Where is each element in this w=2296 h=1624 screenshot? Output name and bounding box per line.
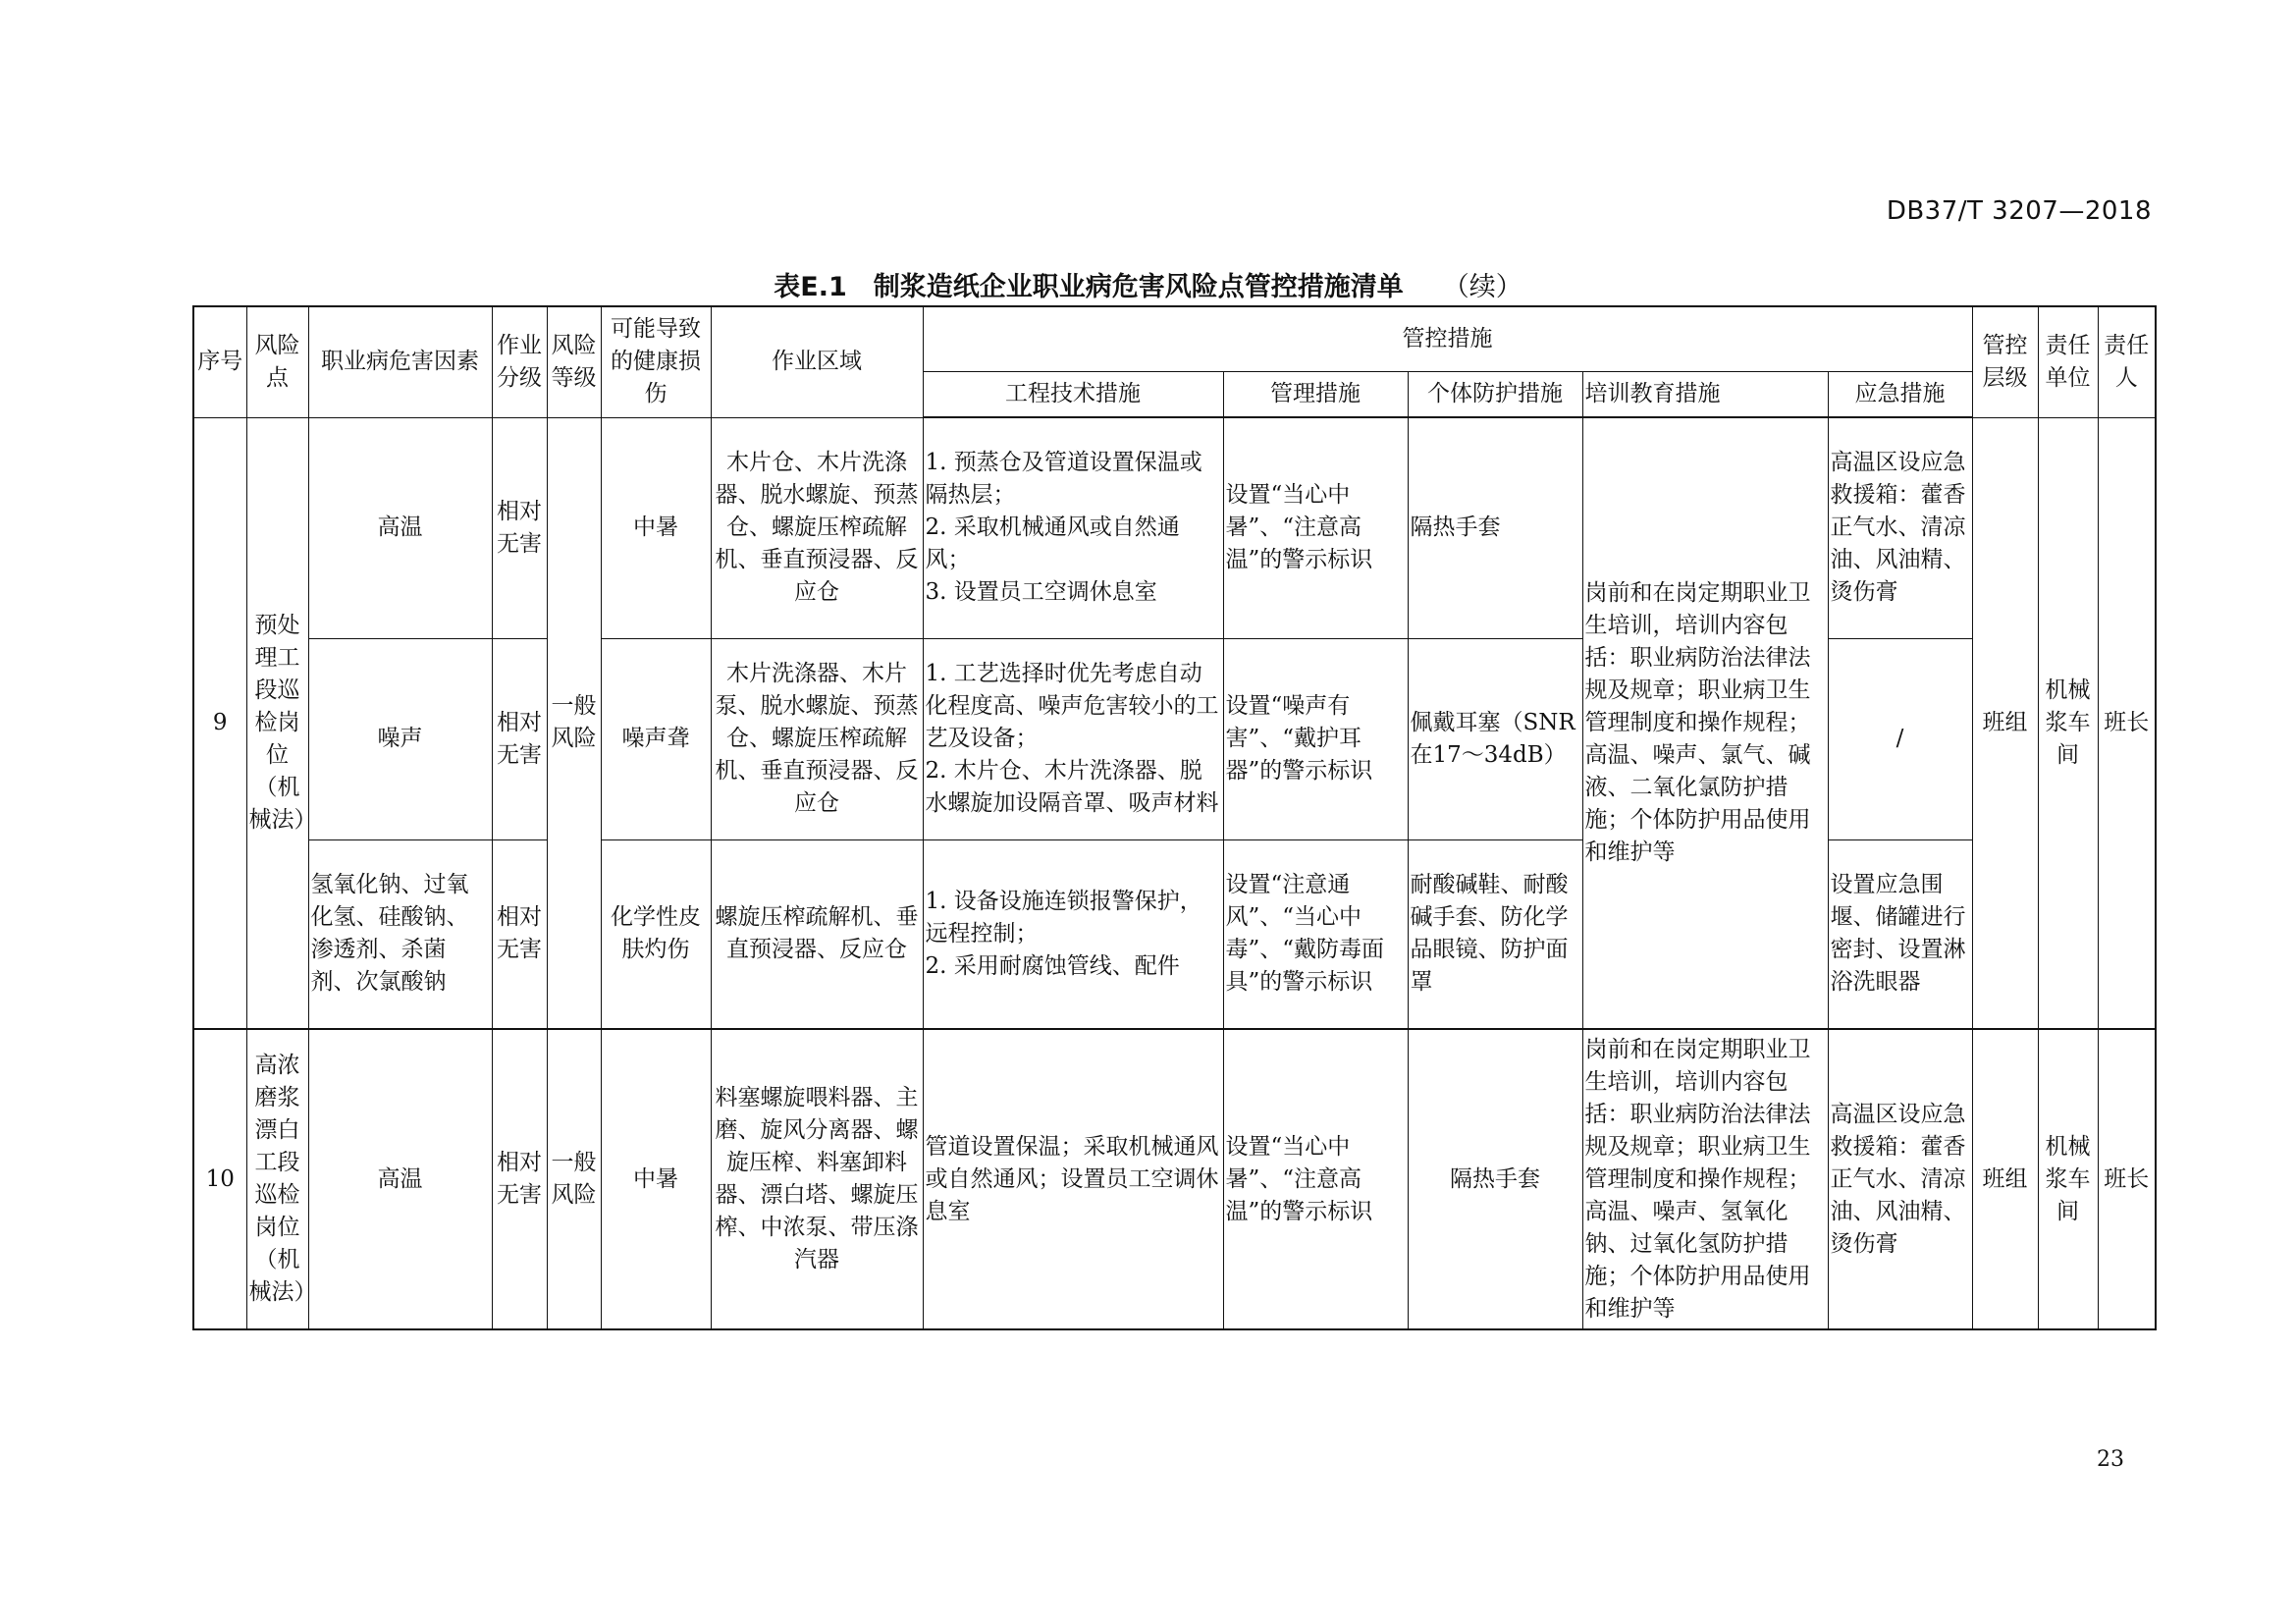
- row9a-hazard: 高温: [308, 417, 492, 638]
- row9c-management: 设置“注意通风”、“当心中毒”、“戴防毒面具”的警示标识: [1223, 839, 1408, 1029]
- row10-control-level: 班组: [1972, 1029, 2038, 1329]
- col-header-emergency: 应急措施: [1828, 371, 1972, 417]
- row9-unit: 机械浆车间: [2038, 417, 2098, 1029]
- row9a-engineering: 1. 预蒸仓及管道设置保温或隔热层； 2. 采取机械通风或自然通风； 3. 设置员工空调休息室: [923, 417, 1223, 638]
- row9b-management: 设置“噪声有害”、“戴护耳器”的警示标识: [1223, 638, 1408, 839]
- col-header-work-level: 作业分级: [492, 306, 547, 417]
- row9a-emergency: 高温区设应急救援箱：藿香正气水、清凉油、风油精、烫伤膏: [1828, 417, 1972, 638]
- row10-engineering: 管道设置保温；采取机械通风或自然通风；设置员工空调休息室: [923, 1029, 1223, 1329]
- row9-training: 岗前和在岗定期职业卫生培训，培训内容包括：职业病防治法律法规及规章；职业病卫生管理制度和操作规程；高温、噪声、氯气、碱液、二氧化氯防护措施；个体防护用品使用和维护等: [1582, 417, 1828, 1029]
- row9b-work-level: 相对无害: [492, 638, 547, 839]
- col-header-engineering: 工程技术措施: [923, 371, 1223, 417]
- col-header-risk-point: 风险点: [246, 306, 308, 417]
- col-header-risk-level: 风险等级: [547, 306, 601, 417]
- row9-seq: 9: [193, 417, 246, 1029]
- col-header-person: 责任人: [2098, 306, 2156, 417]
- table-row: [193, 638, 2156, 839]
- risk-control-table: [192, 305, 2157, 1330]
- row9a-health-damage: 中暑: [601, 417, 711, 638]
- row9c-engineering: 1. 设备设施连锁报警保护，远程控制； 2. 采用耐腐蚀管线、配件: [923, 839, 1223, 1029]
- row10-risk-point: 高浓磨浆漂白工段巡检岗位（机械法）: [246, 1029, 308, 1329]
- table-title-continued: （续）: [1442, 272, 1522, 302]
- row9a-work-level: 相对无害: [492, 417, 547, 638]
- row9b-health-damage: 噪声聋: [601, 638, 711, 839]
- col-header-hazard: 职业病危害因素: [308, 306, 492, 417]
- standard-code: DB37/T 3207—2018: [1886, 196, 2152, 226]
- row10-management: 设置“当心中暑”、“注意高温”的警示标识: [1223, 1029, 1408, 1329]
- row9b-area: 木片洗涤器、木片泵、脱水螺旋、预蒸仓、螺旋压榨疏解机、垂直预浸器、反应仓: [711, 638, 923, 839]
- row9-control-level: 班组: [1972, 417, 2038, 1029]
- row10-person: 班长: [2098, 1029, 2156, 1329]
- row9b-ppe: 佩戴耳塞（SNR在17～34dB）: [1408, 638, 1582, 839]
- table-row: [193, 1029, 2156, 1329]
- row9c-work-level: 相对无害: [492, 839, 547, 1029]
- row9c-ppe: 耐酸碱鞋、耐酸碱手套、防化学品眼镜、防护面罩: [1408, 839, 1582, 1029]
- row10-risk-level: 一般风险: [547, 1029, 601, 1329]
- table-title: [0, 265, 2296, 303]
- table-row: [193, 839, 2156, 1029]
- table-row: [193, 417, 2156, 638]
- row9-person: 班长: [2098, 417, 2156, 1029]
- row9a-management: 设置“当心中暑”、“注意高温”的警示标识: [1223, 417, 1408, 638]
- col-header-area: 作业区域: [711, 306, 923, 417]
- row10-hazard: 高温: [308, 1029, 492, 1329]
- row9b-emergency: /: [1828, 638, 1972, 839]
- row9a-area: 木片仓、木片洗涤器、脱水螺旋、预蒸仓、螺旋压榨疏解机、垂直预浸器、反应仓: [711, 417, 923, 638]
- col-header-training: 培训教育措施: [1582, 371, 1828, 417]
- row9c-emergency: 设置应急围堰、储罐进行密封、设置淋浴洗眼器: [1828, 839, 1972, 1029]
- row9b-engineering: 1. 工艺选择时优先考虑自动化程度高、噪声危害较小的工艺及设备； 2. 木片仓、木片洗涤器、脱水螺旋加设隔音罩、吸声材料: [923, 638, 1223, 839]
- page-number: 23: [2097, 1447, 2124, 1472]
- row9c-area: 螺旋压榨疏解机、垂直预浸器、反应仓: [711, 839, 923, 1029]
- col-header-management: 管理措施: [1223, 371, 1408, 417]
- row9c-health-damage: 化学性皮肤灼伤: [601, 839, 711, 1029]
- col-header-unit: 责任单位: [2038, 306, 2098, 417]
- row9-risk-level: 一般风险: [547, 417, 601, 1029]
- row9a-ppe: 隔热手套: [1408, 417, 1582, 638]
- col-header-seq: 序号: [193, 306, 246, 417]
- row9b-hazard: 噪声: [308, 638, 492, 839]
- row10-work-level: 相对无害: [492, 1029, 547, 1329]
- row10-unit: 机械浆车间: [2038, 1029, 2098, 1329]
- row10-health-damage: 中暑: [601, 1029, 711, 1329]
- col-header-control-level: 管控层级: [1972, 306, 2038, 417]
- table-title-text: 表E.1 制浆造纸企业职业病危害风险点管控措施清单: [774, 272, 1404, 302]
- row10-ppe: 隔热手套: [1408, 1029, 1582, 1329]
- row9c-hazard: 氢氧化钠、过氧化氢、硅酸钠、渗透剂、杀菌剂、次氯酸钠: [308, 839, 492, 1029]
- row9-risk-point: 预处理工段巡检岗位（机械法）: [246, 417, 308, 1029]
- row10-training: 岗前和在岗定期职业卫生培训，培训内容包括：职业病防治法律法规及规章；职业病卫生管理制度和操作规程；高温、噪声、氢氧化钠、过氧化氢防护措施；个体防护用品使用和维护等: [1582, 1029, 1828, 1329]
- row10-emergency: 高温区设应急救援箱：藿香正气水、清凉油、风油精、烫伤膏: [1828, 1029, 1972, 1329]
- col-header-control: 管控措施: [923, 306, 1972, 371]
- col-header-health-damage: 可能导致的健康损伤: [601, 306, 711, 417]
- col-header-ppe: 个体防护措施: [1408, 371, 1582, 417]
- row10-area: 料塞螺旋喂料器、主磨、旋风分离器、螺旋压榨、料塞卸料器、漂白塔、螺旋压榨、中浓泵、带压涤汽器: [711, 1029, 923, 1329]
- row10-seq: 10: [193, 1029, 246, 1329]
